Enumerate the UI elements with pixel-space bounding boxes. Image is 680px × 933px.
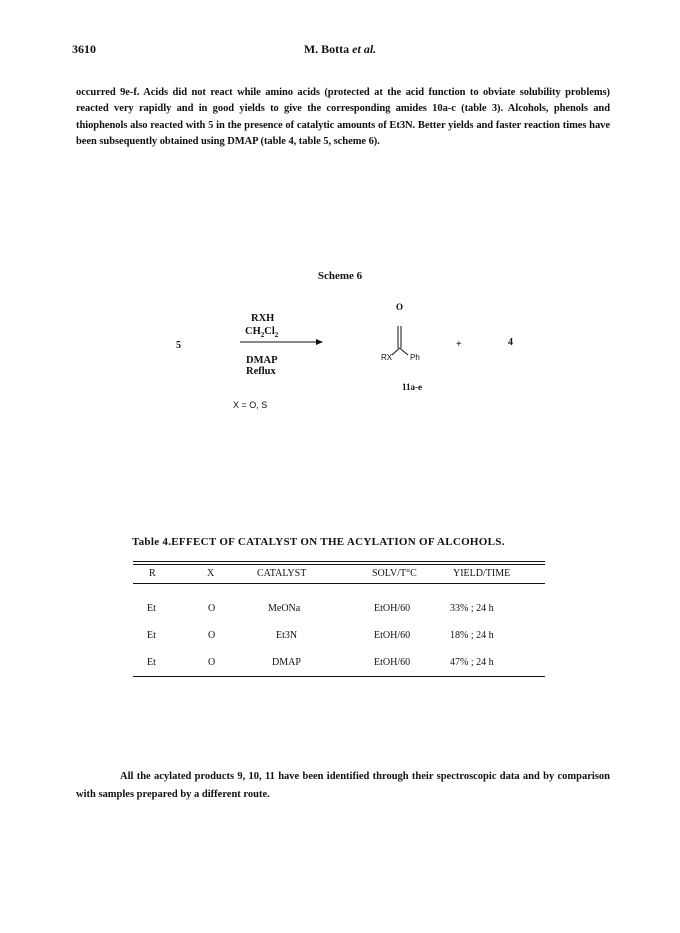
body-paragraph-1 (76, 85, 610, 151)
p1-text: . Acids did not react while amino acids (protected at the acid function to obviate solubility (136, 87, 561, 98)
p1-text: problems) reacted very rapidly and in good yields to give the corresponding amides (76, 87, 610, 115)
table-title: Table 4.EFFECT OF CATALYST ON THE ACYLATION OF ALCOHOLS. (132, 536, 505, 548)
header-author: M. Botta (303, 42, 350, 56)
solvent-part: CH (245, 326, 261, 337)
scheme-reagent-rxh: RXH (251, 313, 275, 324)
table-cell: MeONa (268, 603, 301, 614)
table-cell: O (208, 657, 216, 668)
table-cell: Et (147, 603, 156, 614)
running-header (0, 42, 680, 57)
scheme-byproduct: 4 (508, 337, 513, 348)
table-rule-top-double (133, 564, 545, 565)
table-cell: Et (147, 630, 156, 641)
p2-text: comparison with samples prepared by a different route. (76, 771, 611, 800)
table-cell: EtOH/60 (374, 603, 411, 614)
table-rule-bottom (133, 676, 545, 677)
p1-text: occurred (76, 87, 121, 98)
table-header-solv: SOLV/T°C (372, 568, 417, 579)
scheme-condition-x: X = O, S (233, 400, 268, 410)
header-etal: et al. (352, 42, 377, 56)
solvent-part: Cl (264, 326, 275, 337)
table-cell: DMAP (272, 657, 301, 668)
table-cell: EtOH/60 (374, 630, 411, 641)
reaction-arrow (238, 338, 324, 346)
table-header-r: R (149, 568, 156, 579)
p2-text: have been identified through their spectroscopic data and by (274, 771, 555, 782)
table-header-catalyst: CATALYST (257, 568, 307, 579)
table-cell: 18% ; 24 h (450, 630, 494, 641)
table-cell: 33% ; 24 h (450, 603, 494, 614)
p1-text: phenols and thiophenols also reacted with (76, 103, 611, 131)
table-cell: Et3N (276, 630, 298, 641)
page-number: 3610 (72, 42, 96, 56)
product-rx-group: RX (381, 353, 393, 362)
body-paragraph-2 (76, 768, 610, 803)
scheme-reactant: 5 (176, 340, 181, 351)
scheme-product-label: 11a-e (402, 382, 422, 392)
solvent-subscript: 2 (274, 331, 279, 340)
scheme-title: Scheme 6 (317, 270, 363, 282)
scheme-reagent-catalyst: DMAP (246, 355, 278, 366)
solvent-subscript: 2 (260, 331, 265, 340)
carbonyl-oxygen: O (396, 302, 404, 312)
p1-text: (table 3). Alcohols, (455, 103, 549, 115)
product-ph-group: Ph (410, 353, 420, 362)
scheme-reagent-condition: Reflux (246, 366, 276, 377)
table-cell: EtOH/60 (374, 657, 411, 668)
p1-text: faster reaction times have been subsequently obtained using DMAP (table 4, table 5, scheme 6). (76, 119, 610, 148)
compound-ref: 10a-c (432, 103, 456, 115)
p2-text: All the acylated products (120, 771, 238, 782)
compound-ref: 9, 10, 11 (237, 771, 275, 782)
scheme-plus: + (456, 339, 462, 350)
table-cell: O (208, 630, 216, 641)
compound-ref: 5 (208, 119, 214, 131)
table-cell: Et (147, 657, 156, 668)
p1-text: in the presence of catalytic amounts of Et3N. Better yields and (213, 119, 494, 131)
table-rule-mid (133, 583, 545, 584)
compound-ref: 9e-f (120, 87, 137, 98)
table-cell: 47% ; 24 h (450, 657, 494, 668)
table-cell: O (208, 603, 216, 614)
table-header-yield: YIELD/TIME (453, 568, 511, 579)
table-rule-top (133, 561, 545, 562)
table-header-x: X (207, 568, 215, 579)
